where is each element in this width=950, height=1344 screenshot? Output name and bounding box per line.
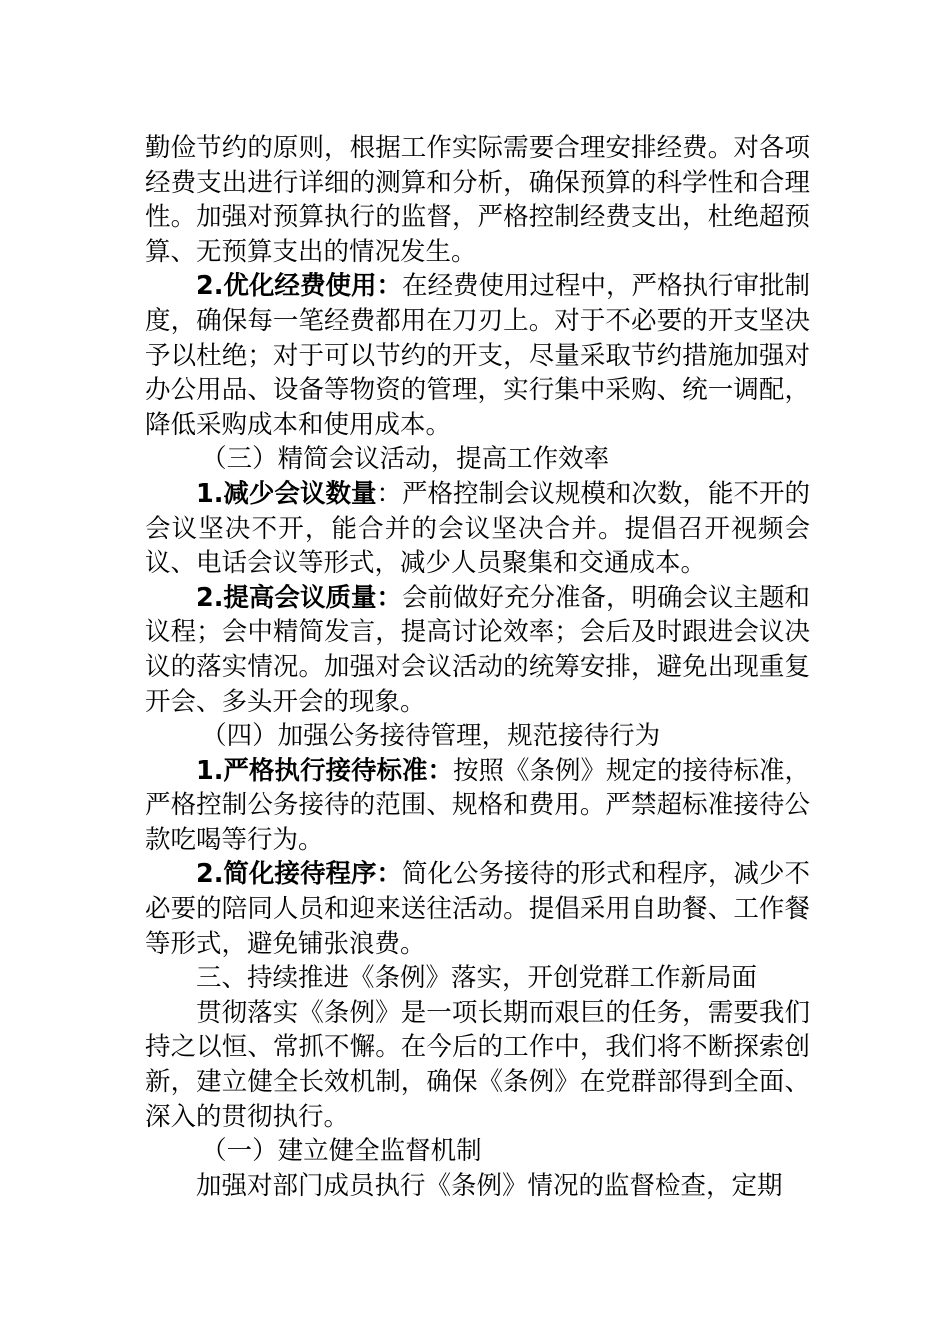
paragraph-optimize-funds bbox=[145, 269, 810, 442]
section-heading-reception: （四）加强公务接待管理，规范接待行为 bbox=[201, 721, 661, 752]
paragraph-simplify-reception-heading: 2.简化接待程序： bbox=[196, 859, 402, 890]
paragraph-reception-standard bbox=[145, 754, 810, 858]
paragraph-simplify-reception bbox=[145, 857, 810, 961]
paragraph-reception-standard-heading: 1.严格执行接待标准： bbox=[196, 755, 453, 786]
paragraph-meeting-quality-heading: 2.提高会议质量： bbox=[196, 582, 402, 613]
chapter-heading-three: 三、持续推进《条例》落实，开创党群工作新局面 bbox=[196, 963, 758, 994]
paragraph-reception-standard-body: 按照《条例》规定的接待标准，严格控制公务接待的范围、规格和费用。严禁超标准接待公款吃喝等行为。 bbox=[145, 755, 810, 855]
paragraph-supervision-start: 加强对部门成员执行《条例》情况的监督检查，定期 bbox=[196, 1170, 783, 1201]
paragraph-optimize-funds-heading: 2.优化经费使用： bbox=[196, 271, 402, 302]
document-page bbox=[145, 131, 810, 1203]
paragraph-budget-principle: 勤俭节约的原则，根据工作实际需要合理安排经费。对各项经费支出进行详细的测算和分析，确保预算的科学性和合理性。加强对预算执行的监督，严格控制经费支出，杜绝超预算、无预算支出的情况发生。 bbox=[145, 133, 810, 267]
paragraph-optimize-funds-body: 在经费使用过程中，严格执行审批制度，确保每一笔经费都用在刀刃上。对于不必要的开支坚决予以杜绝；对于可以节约的开支，尽量采取节约措施加强对办公用品、设备等物资的管理，实行集中采购、统一调配，降低采购成本和使用成本。 bbox=[145, 271, 810, 440]
paragraph-meeting-quality-body: 会前做好充分准备，明确会议主题和议程；会中精简发言，提高讨论效率；会后及时跟进会议决议的落实情况。加强对会议活动的统筹安排，避免出现重复开会、多头开会的现象。 bbox=[145, 582, 810, 717]
paragraph-long-term-task: 贯彻落实《条例》是一项长期而艰巨的任务，需要我们持之以恒、常抓不懈。在今后的工作中，我们将不断探索创新，建立健全长效机制，确保《条例》在党群部得到全面、深入的贯彻执行。 bbox=[145, 997, 810, 1132]
section-heading-meetings: （三）精简会议活动，提高工作效率 bbox=[201, 444, 610, 475]
paragraph-reduce-meetings-heading: 1.减少会议数量 bbox=[196, 478, 377, 509]
section-heading-supervision: （一）建立健全监督机制 bbox=[201, 1136, 482, 1167]
paragraph-meeting-quality bbox=[145, 581, 810, 719]
paragraph-simplify-reception-body: 简化公务接待的形式和程序，减少不必要的陪同人员和迎来送往活动。提倡采用自助餐、工作餐等形式，避免铺张浪费。 bbox=[145, 859, 810, 959]
paragraph-reduce-meetings-body: ：严格控制会议规模和次数，能不开的会议坚决不开，能合并的会议坚决合并。提倡召开视频会议、电话会议等形式，减少人员聚集和交通成本。 bbox=[145, 478, 810, 579]
paragraph-reduce-meetings bbox=[145, 477, 810, 581]
